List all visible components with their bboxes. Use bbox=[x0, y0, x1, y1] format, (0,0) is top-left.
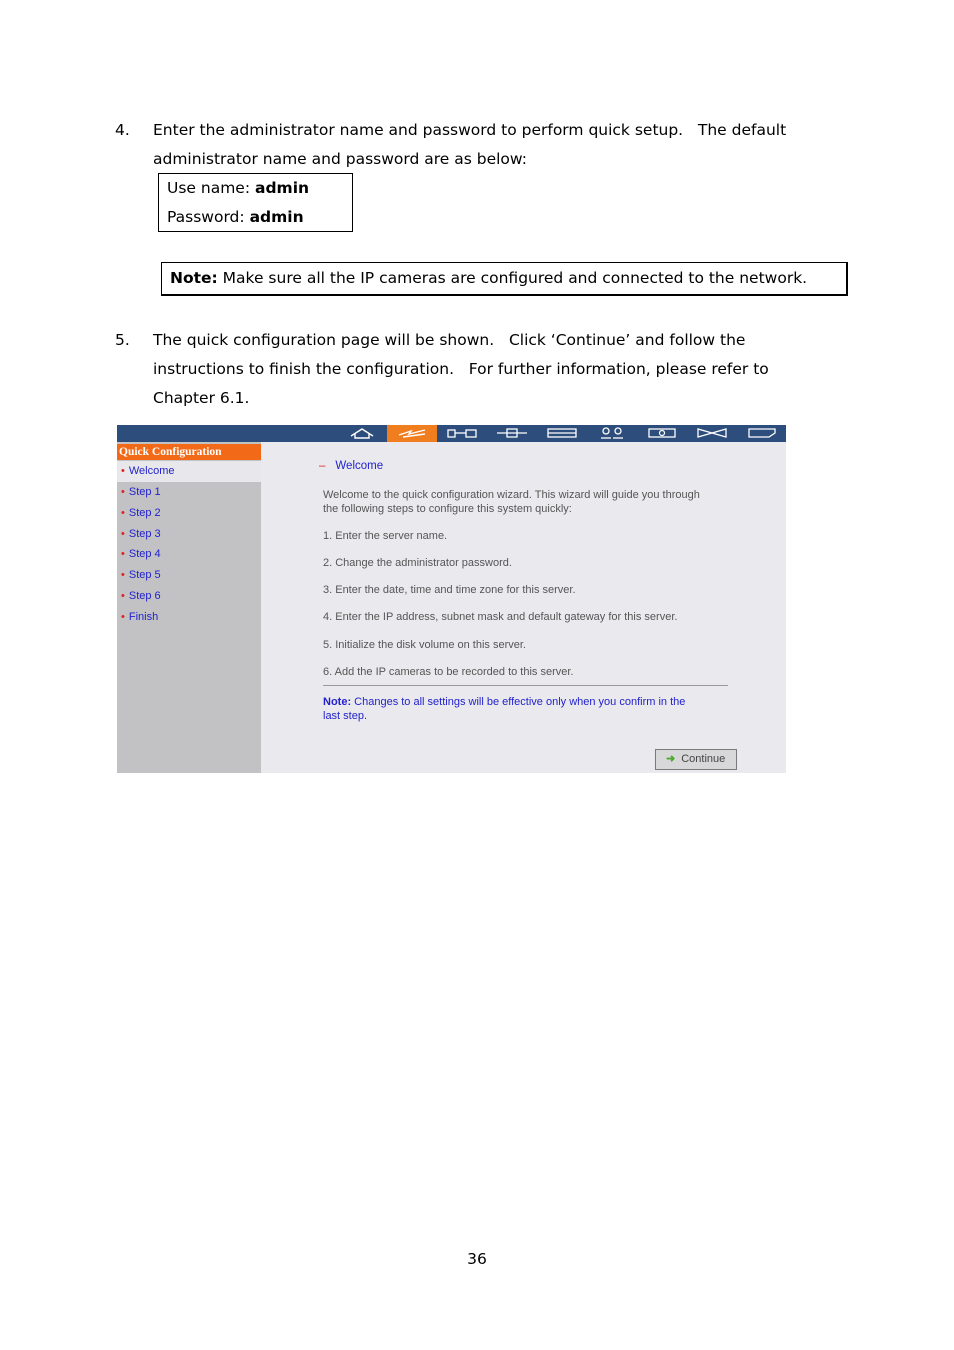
divider bbox=[323, 685, 728, 686]
wizard-step-4: 4. Enter the IP address, subnet mask and default gateway for this server. bbox=[323, 611, 678, 623]
sidebar-item-step-4[interactable]: • Step 4 bbox=[121, 548, 161, 560]
home-icon[interactable] bbox=[337, 425, 387, 442]
system-icon[interactable] bbox=[437, 425, 487, 442]
step-5-number: 5. bbox=[115, 331, 130, 349]
step-4-number: 4. bbox=[115, 121, 130, 139]
sidebar-item-finish[interactable]: • Finish bbox=[121, 611, 159, 623]
wizard-step-5: 5. Initialize the disk volume on this server. bbox=[323, 639, 526, 651]
username-value: admin bbox=[255, 179, 310, 197]
wizard-step-2: 2. Change the administrator password. bbox=[323, 557, 512, 569]
credentials-box bbox=[158, 173, 353, 232]
main-heading: – Welcome bbox=[319, 460, 384, 472]
wizard-step-3: 3. Enter the date, time and time zone for this server. bbox=[323, 584, 576, 596]
page-number: 36 bbox=[467, 1250, 487, 1268]
maintenance-icon[interactable] bbox=[687, 425, 737, 442]
users-icon[interactable] bbox=[587, 425, 637, 442]
password-value: admin bbox=[249, 208, 304, 226]
top-nav-bar bbox=[117, 425, 786, 442]
wizard-note: Note: Changes to all settings will be effective only when you confirm in the last step. bbox=[323, 696, 686, 722]
main-panel bbox=[261, 442, 786, 773]
sidebar-item-step-2[interactable]: • Step 2 bbox=[121, 507, 161, 519]
sidebar-item-step-1[interactable]: • Step 1 bbox=[121, 486, 161, 498]
note-label: Note: bbox=[170, 269, 218, 287]
arrow-right-icon: ➜ bbox=[666, 753, 676, 765]
note-text: Make sure all the IP cameras are configured and connected to the network. bbox=[217, 269, 808, 287]
quick-config-icon[interactable] bbox=[387, 425, 437, 442]
step-5-text: The quick configuration page will be shown. Click ‘Continue’ and follow the instructions to finish the configuration. For further information, please refer to Chapter 6.1. bbox=[153, 331, 769, 407]
storage-icon[interactable] bbox=[537, 425, 587, 442]
sidebar-item-step-5[interactable]: • Step 5 bbox=[121, 569, 161, 581]
username-line: Use name: admin bbox=[167, 179, 310, 197]
camera-icon[interactable] bbox=[637, 425, 687, 442]
sidebar-item-welcome[interactable]: • Welcome bbox=[121, 465, 175, 477]
quick-config-screenshot bbox=[117, 425, 786, 773]
continue-button[interactable]: ➜ Continue bbox=[655, 749, 737, 770]
network-icon[interactable] bbox=[487, 425, 537, 442]
sidebar-item-step-6[interactable]: • Step 6 bbox=[121, 590, 161, 602]
step-4-text: Enter the administrator name and password to perform quick setup. The default administrator name and password are as below: bbox=[153, 121, 787, 168]
wizard-step-1: 1. Enter the server name. bbox=[323, 530, 448, 542]
wizard-step-6: 6. Add the IP cameras to be recorded to this server. bbox=[323, 666, 574, 678]
password-line: Password: admin bbox=[167, 208, 304, 226]
sidebar bbox=[117, 442, 261, 773]
sidebar-title: Quick Configuration bbox=[117, 444, 261, 460]
note-box bbox=[161, 262, 848, 296]
intro-line-1: Welcome to the quick configuration wizard. This wizard will guide you through bbox=[323, 489, 700, 501]
intro-line-2: the following steps to configure this system quickly: bbox=[323, 503, 572, 515]
sidebar-item-step-3[interactable]: • Step 3 bbox=[121, 528, 161, 540]
logout-icon[interactable] bbox=[737, 425, 787, 442]
